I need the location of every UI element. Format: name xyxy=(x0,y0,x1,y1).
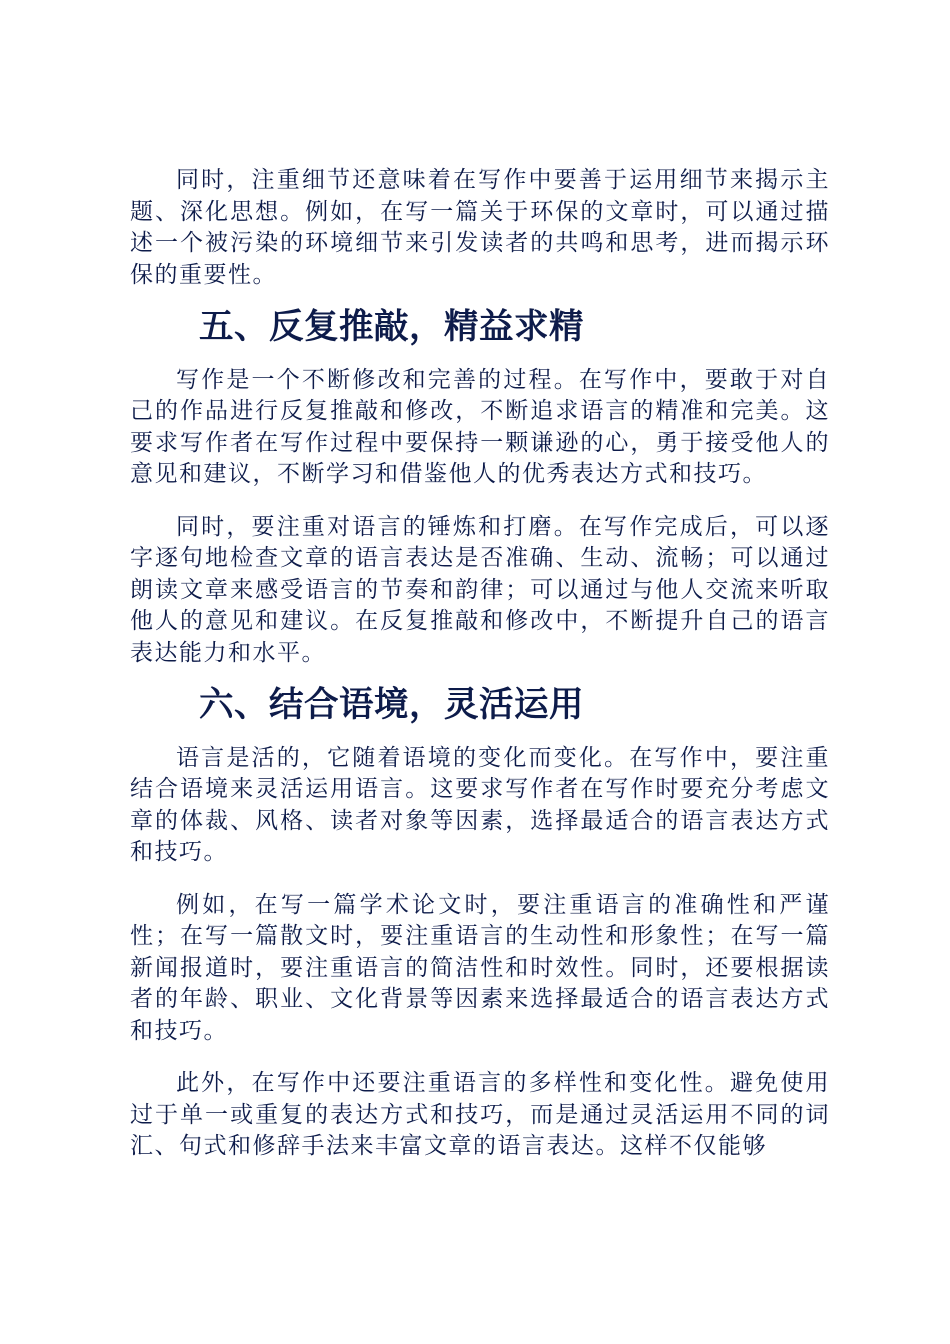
paragraph-revision-process: 写作是一个不断修改和完善的过程。在写作中，要敢于对自己的作品进行反复推敲和修改，不断追求语言的精准和完美。这要求写作者在写作过程中要保持一颗谦逊的心，勇于接受他人的意见和建议，不断学习和借鉴他人的优秀表达方式和技巧。 xyxy=(130,366,830,487)
paragraph-language-variety: 此外，在写作中还要注重语言的多样性和变化性。避免使用过于单一或重复的表达方式和技巧，而是通过灵活运用不同的词汇、句式和修辞手法来丰富文章的语言表达。这样不仅能够 xyxy=(130,1070,830,1159)
paragraph-genre-examples: 例如，在写一篇学术论文时，要注重语言的准确性和严谨性；在写一篇散文时，要注重语言的生动性和形象性；在写一篇新闻报道时，要注重语言的简洁性和时效性。同时，还要根据读者的年龄、职业、文化背景等因素来选择最适合的语言表达方式和技巧。 xyxy=(130,891,830,1044)
document-page xyxy=(130,165,830,1184)
paragraph-language-polish: 同时，要注重对语言的锤炼和打磨。在写作完成后，可以逐字逐句地检查文章的语言表达是否准确、生动、流畅；可以通过朗读文章来感受语言的节奏和韵律；可以通过与他人交流来听取他人的意见和建议。在反复推敲和修改中，不断提升自己的语言表达能力和水平。 xyxy=(130,513,830,666)
section-heading-6: 六、结合语境，灵活运用 xyxy=(199,685,584,725)
section-heading-5: 五、反复推敲，精益求精 xyxy=(199,307,584,347)
paragraph-context-language: 语言是活的，它随着语境的变化而变化。在写作中，要注重结合语境来灵活运用语言。这要求写作者在写作时要充分考虑文章的体裁、风格、读者对象等因素，选择最适合的语言表达方式和技巧。 xyxy=(130,744,830,865)
paragraph-detail-theme: 同时，注重细节还意味着在写作中要善于运用细节来揭示主题、深化思想。例如，在写一篇关于环保的文章时，可以通过描述一个被污染的环境细节来引发读者的共鸣和思考，进而揭示环保的重要性。 xyxy=(130,167,830,288)
